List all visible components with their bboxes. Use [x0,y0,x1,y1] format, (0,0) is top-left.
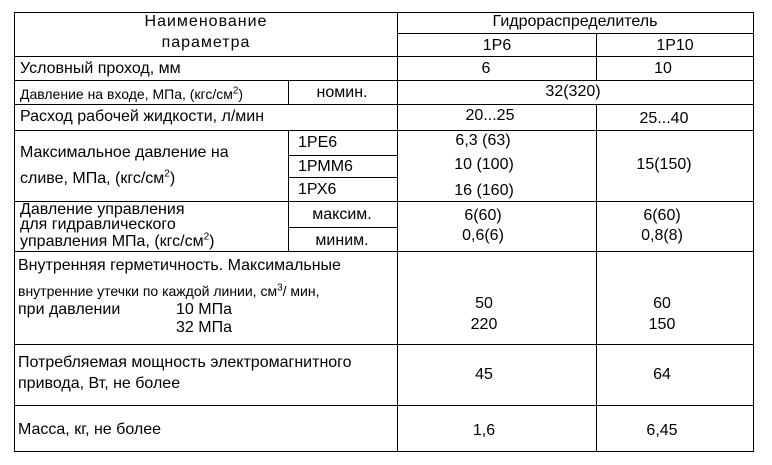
drain-value-a-2: 10 (100) [454,156,514,173]
control-value-b-max: 6(60) [643,207,681,224]
grid-line [288,130,289,251]
leak-value-b-1: 60 [653,295,671,312]
inlet-label: Давление на входе, МПа, $(кгс/см^2)$ [20,85,244,102]
control-label-line3: управления МПа, $(кгс/см^2)$ [20,231,215,250]
power-value-a: 45 [475,366,493,383]
flow-value-b: 25...40 [639,110,689,127]
drain-sub-1rmm6: 1РММ6 [298,158,353,175]
drain-value-a-3: 16 (160) [454,182,514,199]
grid-line [14,12,15,452]
header-name-line1: Наименование [144,13,268,30]
header-device: Гидрораспределитель [492,13,658,30]
grid-line [753,12,754,452]
control-value-b-min: 0,8(8) [641,227,683,244]
grid-line [397,33,753,34]
grid-line [288,177,397,178]
header-model-a: 1Р6 [482,37,512,54]
drain-value-a-1: 6,3 (63) [455,132,511,149]
bore-label: Условный проход, мм [20,60,181,77]
grid-line [596,33,597,80]
leak-value-a-2: 220 [470,316,498,333]
drain-sub-1re6: 1РЕ6 [298,134,338,151]
header-model-b: 1Р10 [656,37,694,54]
grid-line [14,251,754,252]
bore-value-b: 10 [654,60,672,77]
grid-line [14,104,754,105]
leak-pressure-1: 10 МПа [176,301,232,318]
inlet-sub-nominal: номин. [316,84,368,101]
flow-label: Расход рабочей жидкости, л/мин [20,108,265,125]
inlet-value: 32(320) [545,83,601,100]
flow-value-a: 20...25 [465,107,515,124]
mass-value-a: 1,6 [472,422,496,439]
header-name-line2: параметра [161,34,251,51]
drain-label-line1: Максимальное давление на [20,144,229,161]
leak-value-a-1: 50 [475,295,493,312]
control-sub-max: максим. [312,206,372,223]
leak-label-line2: внутренние утечки по каждой линии, $см^3/$ мин, [18,282,320,299]
grid-line [596,104,597,452]
control-value-a-max: 6(60) [464,207,502,224]
leak-pressure-2: 32 МПа [176,319,232,336]
grid-line [14,451,754,452]
grid-line [14,56,754,57]
grid-line [397,12,398,452]
grid-line [288,227,397,228]
control-label-line1: Давление управления [20,201,185,218]
control-value-a-min: 0,6(6) [462,227,504,244]
mass-label: Масса, кг, не более [18,421,161,438]
control-sub-min: миним. [315,232,369,249]
power-value-b: 64 [653,366,671,383]
mass-value-b: 6,45 [646,422,678,439]
drain-value-b: 15(150) [636,156,692,173]
grid-line [14,344,754,345]
leak-value-b-2: 150 [648,316,676,333]
leak-label-line1: Внутренняя герметичность. Максимальные [18,257,341,274]
leak-label-line3: при давлении [18,301,121,318]
grid-line [288,155,397,156]
grid-line [14,130,754,131]
drain-sub-1rh6: 1РХ6 [298,181,337,198]
grid-line [14,80,754,81]
power-label-line2: привода, Вт, не более [18,375,181,392]
grid-line [14,405,754,406]
power-label-line1: Потребляемая мощность электромагнитного [18,354,352,371]
control-label-line2: для гидравлического [20,216,176,233]
drain-label-line2: сливе, МПа, $(кгс/см^2)$ [20,168,176,187]
grid-line [288,80,289,104]
bore-value-a: 6 [481,60,491,77]
